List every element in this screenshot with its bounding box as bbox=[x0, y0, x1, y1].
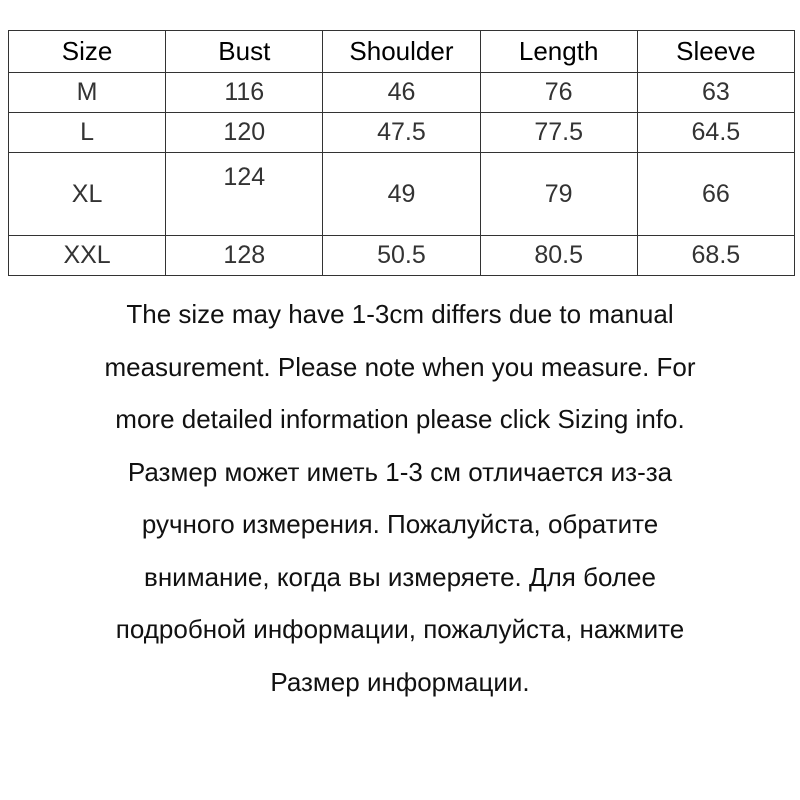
note-line: Размер информации. bbox=[270, 666, 530, 697]
table-row bbox=[9, 236, 795, 276]
size-chart-table bbox=[8, 30, 795, 276]
column-header-shoulder: Shoulder bbox=[323, 31, 480, 73]
length-cell: 77.5 bbox=[480, 113, 637, 153]
table-header-row bbox=[9, 31, 795, 73]
bust-cell: 116 bbox=[166, 73, 323, 113]
bust-cell: 124 bbox=[166, 153, 323, 236]
sleeve-cell: 64.5 bbox=[637, 113, 794, 153]
shoulder-cell: 50.5 bbox=[323, 236, 480, 276]
note-line: подробной информации, пожалуйста, нажмите bbox=[115, 614, 685, 644]
shoulder-cell: 46 bbox=[323, 73, 480, 113]
length-cell: 76 bbox=[480, 73, 637, 113]
sleeve-cell: 68.5 bbox=[637, 236, 794, 276]
size-cell: M bbox=[9, 73, 166, 113]
size-cell: L bbox=[9, 113, 166, 153]
column-header-bust: Bust bbox=[166, 31, 323, 73]
note-line: The size may have 1-3cm differs due to manual bbox=[126, 299, 674, 329]
table-row bbox=[9, 73, 795, 113]
length-cell: 79 bbox=[480, 153, 637, 236]
size-cell: XXL bbox=[9, 236, 166, 276]
note-line: more detailed information please click Sizing info. bbox=[115, 404, 685, 434]
size-cell: XL bbox=[9, 153, 166, 236]
note-line: measurement. Please note when you measure. For bbox=[104, 351, 696, 382]
note-line: ручного измерения. Пожалуйста, обратите bbox=[141, 509, 659, 539]
bust-cell: 128 bbox=[166, 236, 323, 276]
shoulder-cell: 47.5 bbox=[323, 113, 480, 153]
shoulder-cell: 49 bbox=[323, 153, 480, 236]
column-header-length: Length bbox=[480, 31, 637, 73]
sleeve-cell: 63 bbox=[637, 73, 794, 113]
column-header-sleeve: Sleeve bbox=[637, 31, 794, 73]
measurement-note bbox=[0, 288, 800, 708]
note-line: Размер может иметь 1-3 см отличается из-за bbox=[127, 456, 673, 487]
table-row bbox=[9, 153, 795, 236]
note-line: внимание, когда вы измеряете. Для более bbox=[144, 561, 656, 592]
bust-cell: 120 bbox=[166, 113, 323, 153]
length-cell: 80.5 bbox=[480, 236, 637, 276]
column-header-size: Size bbox=[9, 31, 166, 73]
sleeve-cell: 66 bbox=[637, 153, 794, 236]
table-row bbox=[9, 113, 795, 153]
